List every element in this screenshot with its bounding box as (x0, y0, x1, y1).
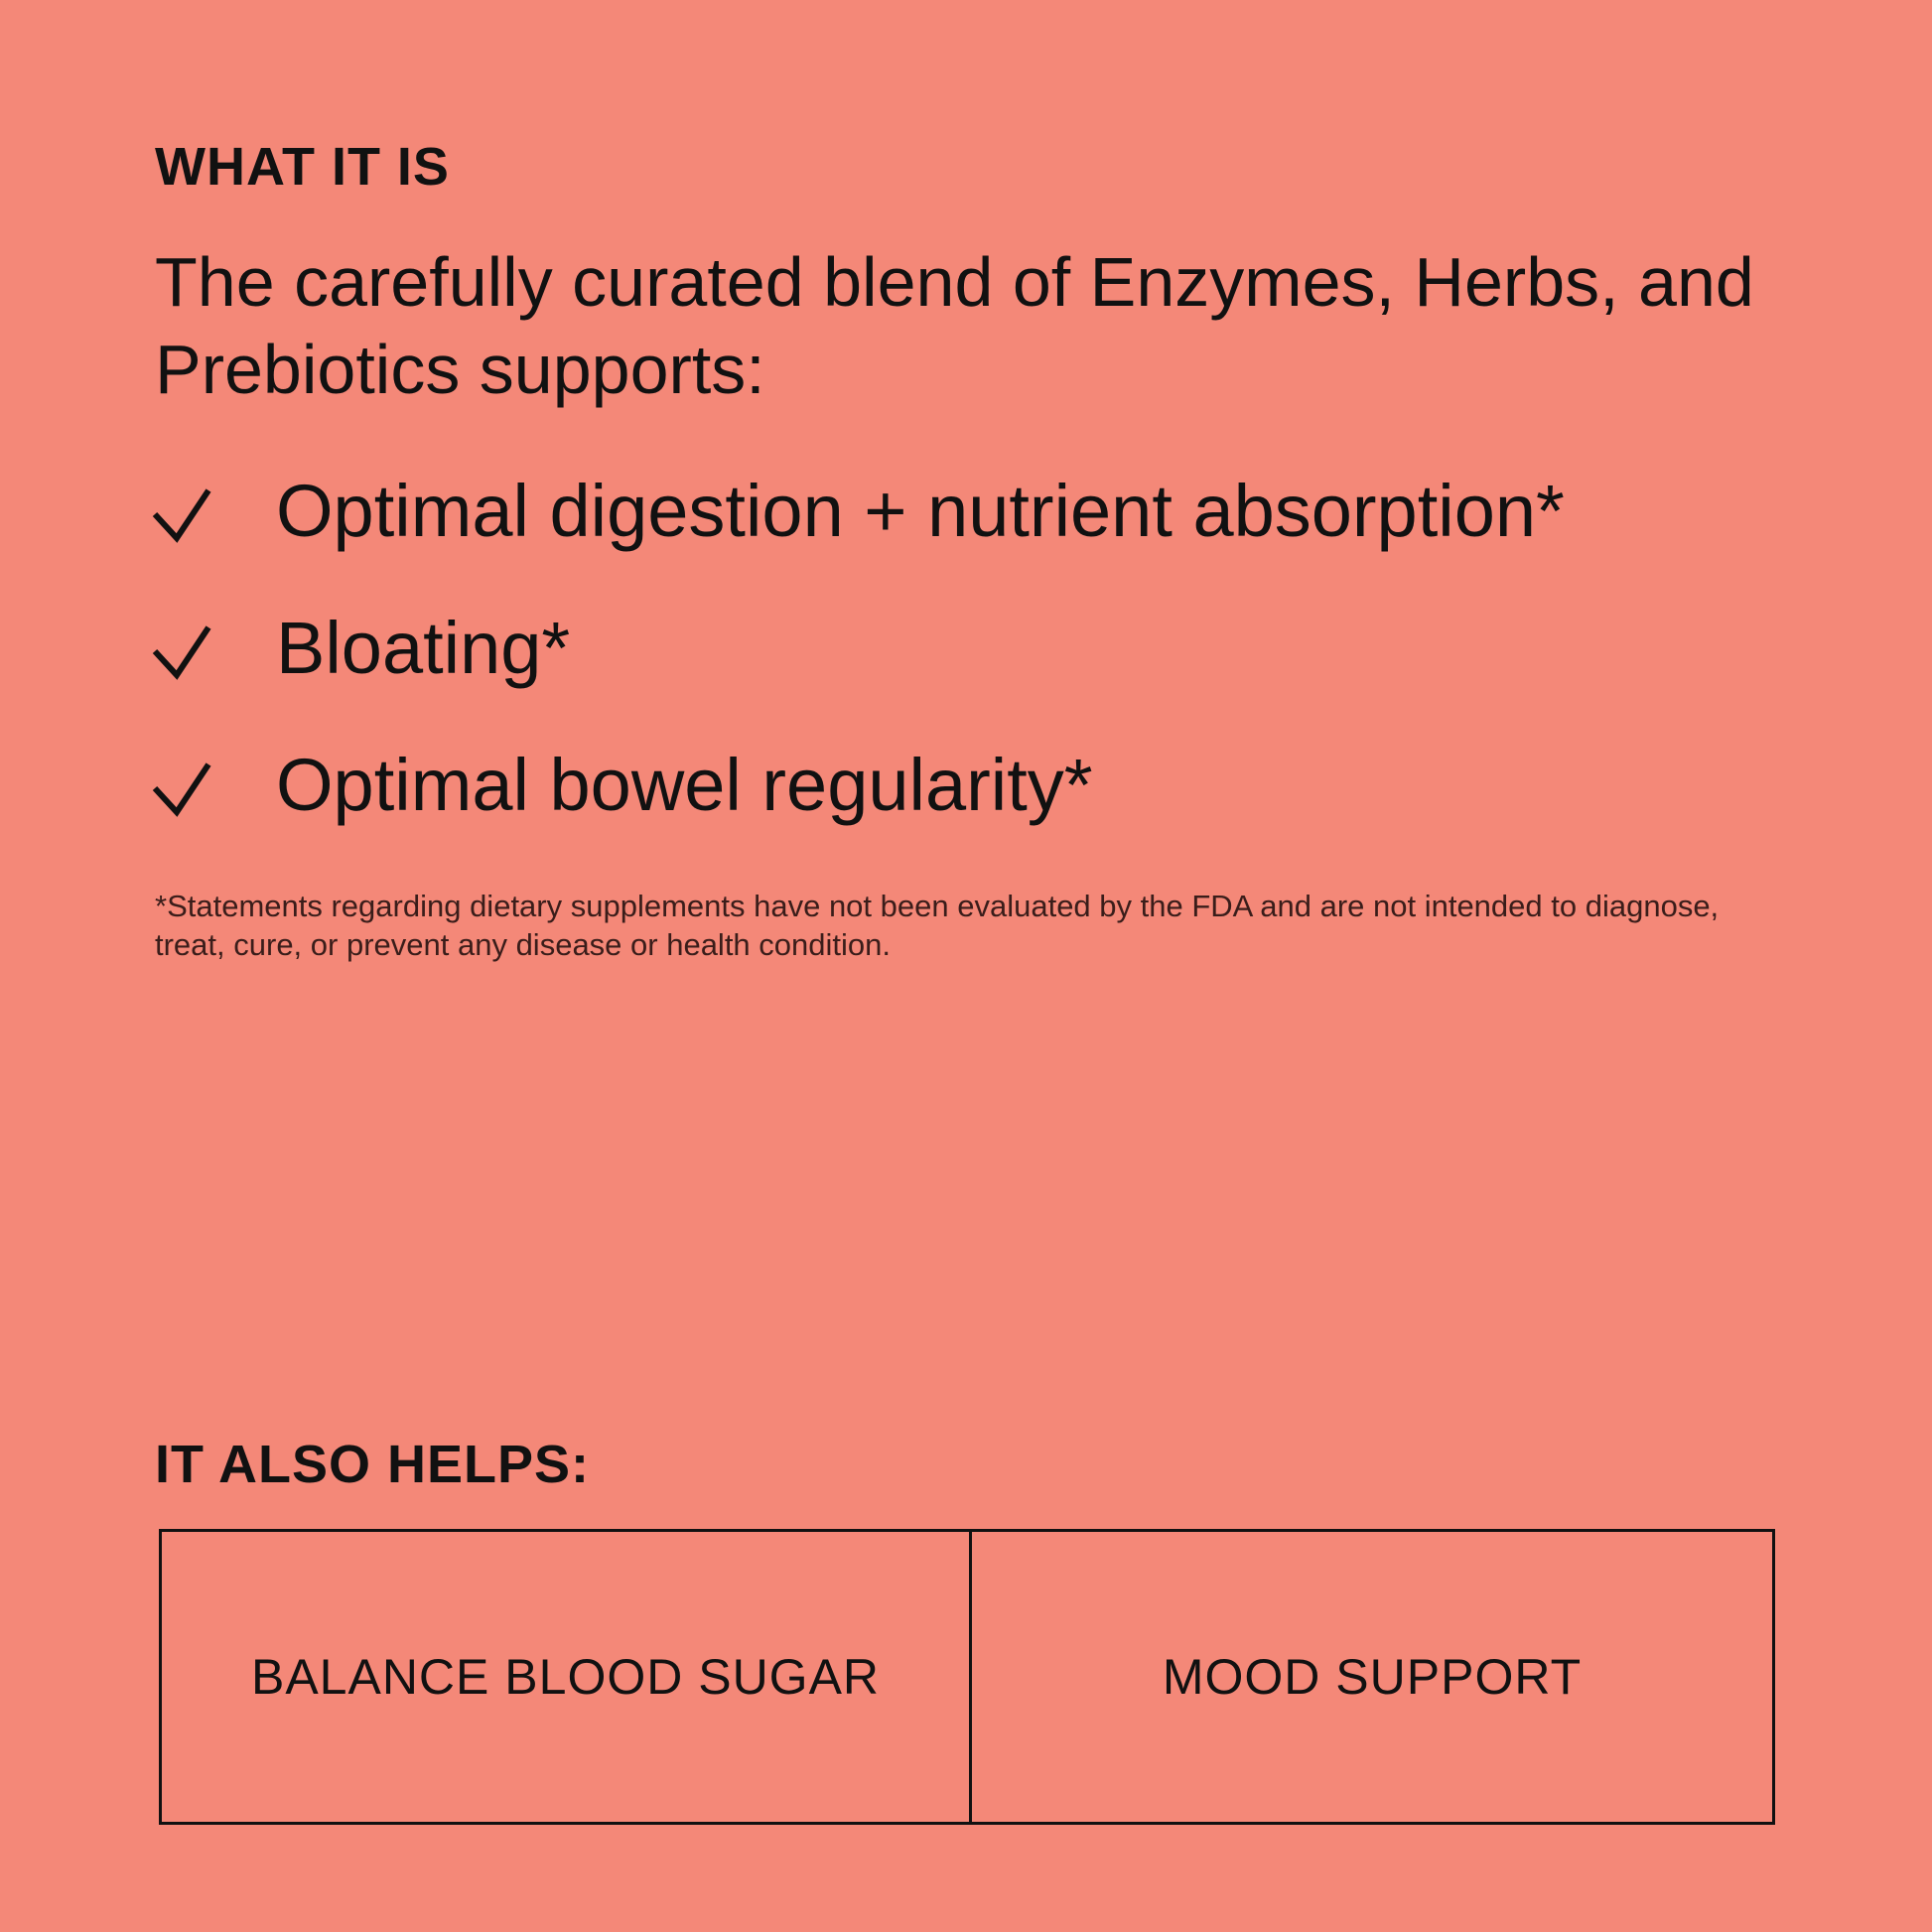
also-helps-item-mood: MOOD SUPPORT (1162, 1649, 1583, 1705)
fda-disclaimer: *Statements regarding dietary supplements have not been evaluated by the FDA and are not intended to diagnose, treat, cure, or prevent any disease or health condition. (155, 889, 1720, 962)
benefit-label: Optimal digestion + nutrient absorption* (276, 470, 1565, 552)
also-helps-heading: IT ALSO HELPS: (155, 1435, 591, 1494)
checkmark-icon (151, 484, 212, 546)
also-helps-item-blood-sugar: BALANCE BLOOD SUGAR (162, 1532, 972, 1822)
benefit-label: Bloating* (276, 607, 571, 689)
intro-text: The carefully curated blend of Enzymes, Herbs, and Prebiotics supports: (155, 243, 1754, 408)
checkmark-icon (151, 621, 212, 683)
checkmark-icon (151, 759, 212, 820)
also-helps-grid (159, 1529, 1775, 1825)
benefit-label: Optimal bowel regularity* (276, 744, 1093, 826)
what-it-is-heading: WHAT IT IS (155, 137, 450, 197)
